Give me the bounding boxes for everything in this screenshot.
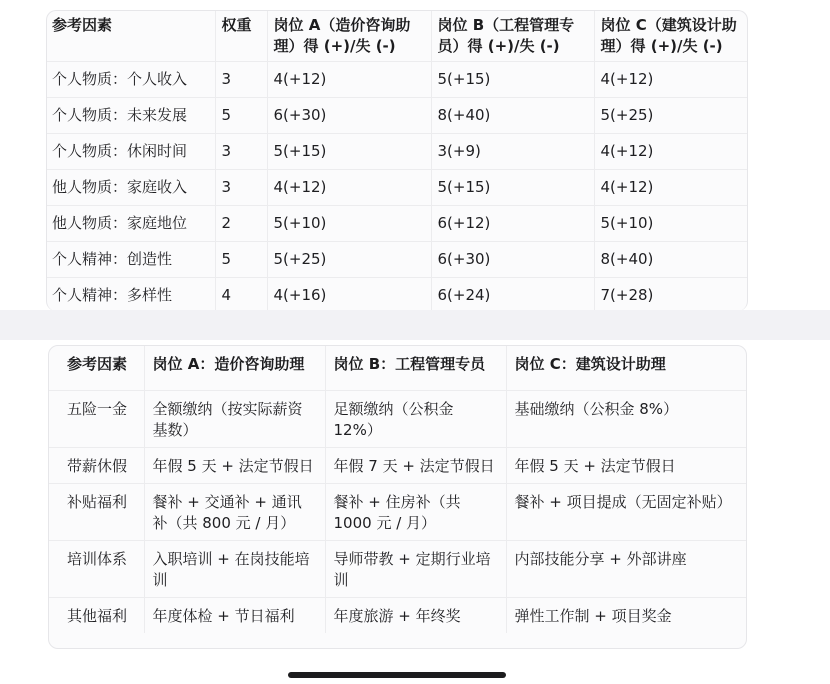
table-row <box>47 98 747 134</box>
table-cell: 3 <box>215 170 267 206</box>
column-header-weight: 权重 <box>215 11 267 62</box>
table-cell: 8(+40) <box>431 98 594 134</box>
table-row <box>47 134 747 170</box>
table-cell: 5(+10) <box>267 206 431 242</box>
table-cell: 入职培训 + 在岗技能培训 <box>144 540 325 597</box>
table-cell: 餐补 + 住房补（共 1000 元 / 月） <box>325 483 506 540</box>
column-header-factor: 参考因素 <box>49 346 144 390</box>
benefits-table-container <box>48 345 747 649</box>
table-cell: 3(+9) <box>431 134 594 170</box>
table-cell: 5 <box>215 98 267 134</box>
table-cell: 2 <box>215 206 267 242</box>
table-row <box>47 206 747 242</box>
table-cell: 餐补 + 交通补 + 通讯补（共 800 元 / 月） <box>144 483 325 540</box>
table-cell: 4(+12) <box>594 134 747 170</box>
table-cell: 5(+15) <box>431 62 594 98</box>
table-cell: 4(+12) <box>594 170 747 206</box>
column-header-position-a: 岗位 A（造价咨询助理）得 (+)/失 (-) <box>267 11 431 62</box>
table-row <box>49 540 746 597</box>
table-cell: 5(+25) <box>594 98 747 134</box>
table-cell: 年度体检 + 节日福利 <box>144 597 325 633</box>
table-cell: 个人物质：休闲时间 <box>47 134 215 170</box>
table-cell: 年度旅游 + 年终奖 <box>325 597 506 633</box>
table-cell: 年假 7 天 + 法定节假日 <box>325 447 506 483</box>
table-row <box>49 483 746 540</box>
table-cell: 4(+16) <box>267 278 431 312</box>
table-cell: 年假 5 天 + 法定节假日 <box>144 447 325 483</box>
table-cell: 内部技能分享 + 外部讲座 <box>506 540 746 597</box>
table-cell: 年假 5 天 + 法定节假日 <box>506 447 746 483</box>
table-row <box>47 62 747 98</box>
table-cell: 个人精神：多样性 <box>47 278 215 312</box>
table-header-row <box>49 346 746 390</box>
column-header-position-b: 岗位 B：工程管理专员 <box>325 346 506 390</box>
career-weight-table <box>47 11 747 311</box>
table-cell: 他人物质：家庭收入 <box>47 170 215 206</box>
table-cell: 全额缴纳（按实际薪资基数） <box>144 390 325 447</box>
column-header-position-a: 岗位 A：造价咨询助理 <box>144 346 325 390</box>
table-row <box>47 242 747 278</box>
table-cell: 培训体系 <box>49 540 144 597</box>
table-cell: 带薪休假 <box>49 447 144 483</box>
table-cell: 6(+30) <box>267 98 431 134</box>
table-cell: 足额缴纳（公积金 12%） <box>325 390 506 447</box>
column-header-position-c: 岗位 C（建筑设计助理）得 (+)/失 (-) <box>594 11 747 62</box>
table-cell: 4(+12) <box>267 170 431 206</box>
table-cell: 五险一金 <box>49 390 144 447</box>
table-row <box>49 390 746 447</box>
section-divider <box>0 310 830 340</box>
table-cell: 6(+24) <box>431 278 594 312</box>
table-cell: 其他福利 <box>49 597 144 633</box>
table-cell: 4 <box>215 278 267 312</box>
table-cell: 3 <box>215 62 267 98</box>
table-cell: 5 <box>215 242 267 278</box>
table-cell: 7(+28) <box>594 278 747 312</box>
table-cell: 3 <box>215 134 267 170</box>
table-row <box>47 170 747 206</box>
table-cell: 个人精神：创造性 <box>47 242 215 278</box>
table-cell: 8(+40) <box>594 242 747 278</box>
table-row <box>47 278 747 312</box>
table-cell: 6(+12) <box>431 206 594 242</box>
career-weight-table-container <box>46 10 748 311</box>
column-header-position-b: 岗位 B（工程管理专员）得 (+)/失 (-) <box>431 11 594 62</box>
table-cell: 基础缴纳（公积金 8%） <box>506 390 746 447</box>
table-cell: 导师带教 + 定期行业培训 <box>325 540 506 597</box>
home-indicator[interactable] <box>288 672 506 678</box>
table-cell: 补贴福利 <box>49 483 144 540</box>
table-cell: 5(+25) <box>267 242 431 278</box>
table-cell: 4(+12) <box>267 62 431 98</box>
table-cell: 餐补 + 项目提成（无固定补贴） <box>506 483 746 540</box>
table-cell: 5(+15) <box>267 134 431 170</box>
table-cell: 5(+15) <box>431 170 594 206</box>
table-cell: 6(+30) <box>431 242 594 278</box>
table-cell: 弹性工作制 + 项目奖金 <box>514 606 672 625</box>
benefits-table <box>49 346 746 633</box>
table-row <box>49 447 746 483</box>
table-cell: 个人物质：未来发展 <box>47 98 215 134</box>
table-cell: 他人物质：家庭地位 <box>47 206 215 242</box>
table-cell: 个人物质：个人收入 <box>47 62 215 98</box>
column-header-position-c: 岗位 C：建筑设计助理 <box>506 346 746 390</box>
table-cell: 4(+12) <box>594 62 747 98</box>
column-header-factor: 参考因素 <box>47 11 215 62</box>
table-row <box>49 597 746 633</box>
table-header-row <box>47 11 747 62</box>
table-cell: 5(+10) <box>594 206 747 242</box>
